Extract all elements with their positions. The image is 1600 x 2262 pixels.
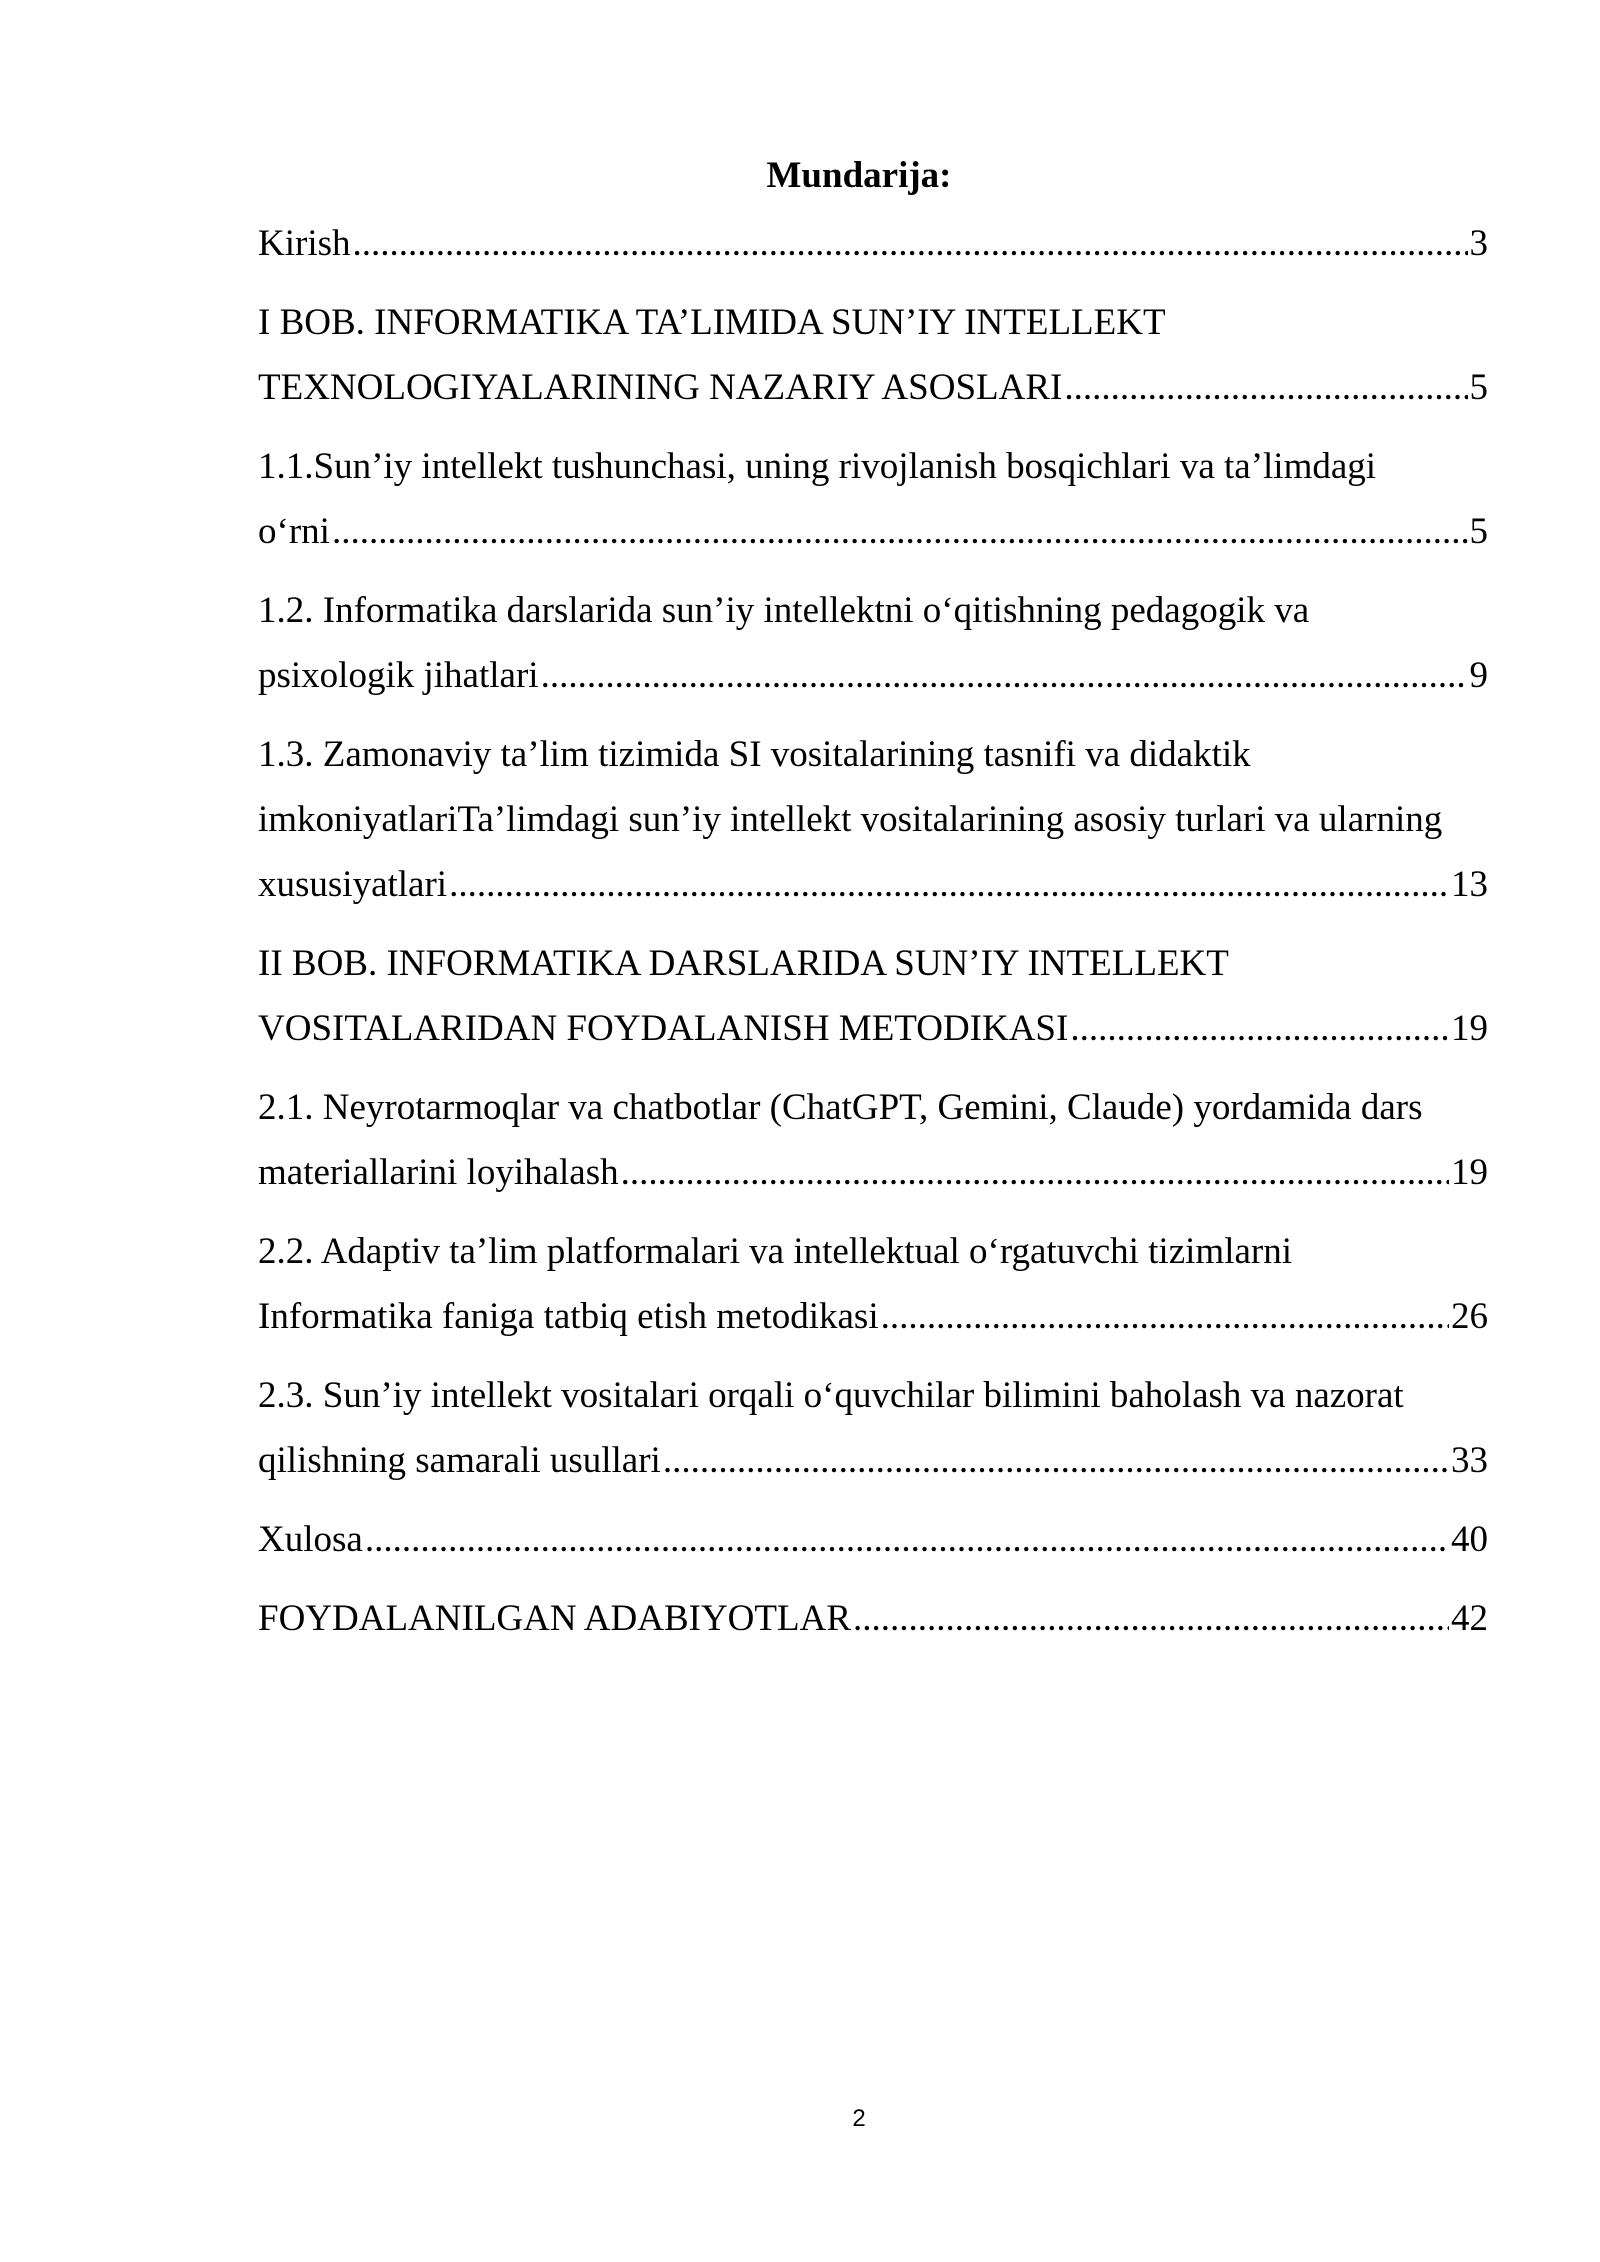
toc-entry-text: TEXNOLOGIYALARINING NAZARIY ASOSLARI — [258, 367, 1063, 408]
toc-page-number: 33 — [1451, 1440, 1488, 1481]
toc-entry-text: 2.1. Neyrotarmoqlar va chatbotlar (ChatGPT, Gemini, Claude) yordamida dars — [258, 1087, 1423, 1128]
toc-dot-leader — [365, 1507, 1449, 1572]
toc-line — [258, 1428, 1488, 1493]
toc-line — [258, 996, 1488, 1061]
toc-entry-text: FOYDALANILGAN ADABIYOTLAR — [258, 1598, 851, 1639]
toc-page-number: 9 — [1469, 655, 1488, 696]
toc-dot-leader — [1064, 355, 1467, 420]
toc-title: Mundarija: — [766, 155, 952, 196]
toc-line — [258, 355, 1488, 420]
toc-page-number: 5 — [1469, 511, 1488, 552]
toc-entry-conclusion — [258, 1507, 1488, 1572]
toc-entry-section-2-1 — [258, 1075, 1488, 1205]
toc-line — [258, 1507, 1488, 1572]
toc-entry-chapter-2 — [258, 931, 1488, 1061]
toc-entry-introduction — [258, 211, 1488, 276]
toc-line — [258, 211, 1488, 276]
toc-entry-text: 1.1.Sun’iy intellekt tushunchasi, uning rivojlanish bosqichlari va ta’limdagi — [258, 446, 1377, 487]
toc-entry-text: 1.2. Informatika darslarida sun’iy intellektni o‘qitishning pedagogik va — [258, 590, 1310, 631]
toc-entry-text: imkoniyatlariTa’limdagi sun’iy intellekt vositalarining asosiy turlari va ularning — [258, 799, 1443, 840]
toc-entry-text: qilishning samarali usullari — [258, 1440, 661, 1481]
toc-line — [258, 1586, 1488, 1651]
toc-page-number: 3 — [1469, 223, 1488, 264]
toc-entry-text: materiallarini loyihalash — [258, 1152, 619, 1193]
toc-entry-references — [258, 1586, 1488, 1651]
toc-entry-text: VOSITALARIDAN FOYDALANISH METODIKASI — [258, 1008, 1069, 1049]
toc-entry-text: Kirish — [258, 223, 351, 264]
toc-entry-text: Xulosa — [258, 1519, 363, 1560]
toc-dot-leader — [853, 1586, 1449, 1651]
toc-entry-section-2-3 — [258, 1363, 1488, 1493]
toc-dot-leader — [663, 1428, 1449, 1493]
toc-page-number: 19 — [1451, 1008, 1488, 1049]
toc-entry-text: xususiyatlari — [258, 864, 448, 905]
toc-dot-leader — [1070, 996, 1449, 1061]
toc-line — [258, 643, 1488, 708]
toc-page-number: 42 — [1451, 1598, 1488, 1639]
toc-dot-leader — [449, 852, 1449, 917]
toc-entry-chapter-1 — [258, 290, 1488, 420]
toc-entry-section-1-1 — [258, 434, 1488, 564]
toc-entry-text: I BOB. INFORMATIKA TA’LIMIDA SUN’IY INTELLEKT — [258, 302, 1166, 343]
toc-line — [258, 852, 1488, 917]
toc-page-number: 5 — [1469, 367, 1488, 408]
toc-entry-text: 2.2. Adaptiv ta’lim platformalari va intellektual o‘rgatuvchi tizimlarni — [258, 1231, 1292, 1272]
toc-entry-text: psixologik jihatlari — [258, 655, 539, 696]
toc-page-number: 19 — [1451, 1152, 1488, 1193]
toc-dot-leader — [621, 1140, 1449, 1205]
toc-page-number: 13 — [1451, 864, 1488, 905]
toc-page-number: 40 — [1451, 1519, 1488, 1560]
table-of-contents — [258, 211, 1488, 1665]
toc-entry-section-1-2 — [258, 578, 1488, 708]
toc-line — [258, 499, 1488, 564]
toc-dot-leader — [353, 211, 1468, 276]
toc-page-number: 26 — [1451, 1296, 1488, 1337]
page-number: 2 — [852, 2105, 866, 2132]
toc-dot-leader — [881, 1284, 1449, 1349]
toc-entry-section-2-2 — [258, 1219, 1488, 1349]
toc-entry-section-1-3 — [258, 722, 1488, 917]
toc-dot-leader — [541, 643, 1468, 708]
toc-dot-leader — [332, 499, 1468, 564]
toc-entry-text: o‘rni — [258, 511, 330, 552]
toc-entry-text: 1.3. Zamonaviy ta’lim tizimida SI vositalarining tasnifi va didaktik — [258, 734, 1251, 775]
toc-entry-text: Informatika faniga tatbiq etish metodikasi — [258, 1296, 879, 1337]
toc-line — [258, 1284, 1488, 1349]
toc-entry-text: II BOB. INFORMATIKA DARSLARIDA SUN’IY INTELLEKT — [258, 943, 1229, 984]
toc-line — [258, 1140, 1488, 1205]
toc-entry-text: 2.3. Sun’iy intellekt vositalari orqali o‘quvchilar bilimini baholash va nazorat — [258, 1375, 1404, 1416]
